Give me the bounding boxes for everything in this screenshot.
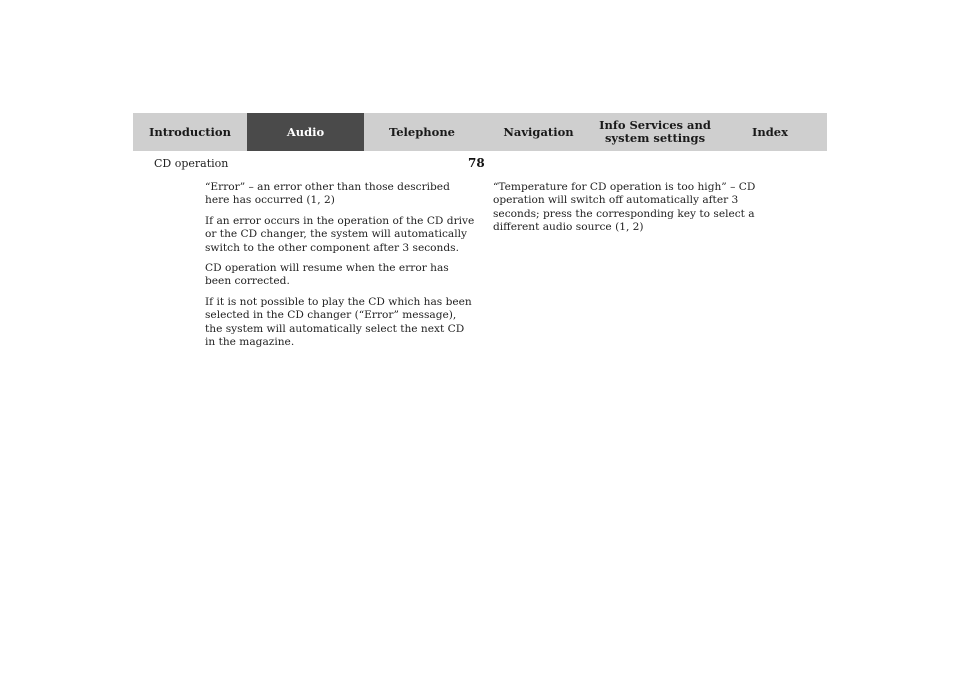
- tab-introduction[interactable]: [133, 113, 247, 151]
- paragraph: “Error” – an error other than those described here has occurred (1, 2): [205, 181, 450, 207]
- tab-index[interactable]: [713, 113, 827, 151]
- tab-label: Info Services and system settings: [599, 118, 711, 145]
- tab-label: Index: [752, 124, 788, 139]
- paragraph: CD operation will resume when the error has been corrected.: [205, 262, 449, 288]
- tab-info-services[interactable]: [597, 113, 713, 151]
- tab-navigation[interactable]: [480, 113, 597, 151]
- tab-audio[interactable]: [247, 113, 364, 151]
- section-title: CD operation: [154, 157, 229, 170]
- chapter-tab-bar: [133, 113, 827, 151]
- left-text-column: [205, 181, 477, 356]
- paragraph: If an error occurs in the operation of the CD drive or the CD changer, the system will automatically switch to the other component after 3 seconds.: [205, 214, 475, 254]
- tab-telephone[interactable]: [364, 113, 480, 151]
- tab-label: Introduction: [149, 125, 231, 139]
- right-text-column: [493, 181, 758, 242]
- paragraph: “Temperature for CD operation is too high” – CD operation will switch off automatically after 3 seconds; press the corresponding key to select a different audio source (1, 2): [493, 181, 756, 234]
- tab-label: Navigation: [503, 124, 574, 139]
- page-number: 78: [468, 156, 485, 170]
- tab-label: Telephone: [389, 124, 455, 139]
- tab-label: Audio: [286, 124, 325, 139]
- paragraph: If it is not possible to play the CD which has been selected in the CD changer (“Error” message), the system will automatically select the next CD in the magazine.: [205, 295, 472, 349]
